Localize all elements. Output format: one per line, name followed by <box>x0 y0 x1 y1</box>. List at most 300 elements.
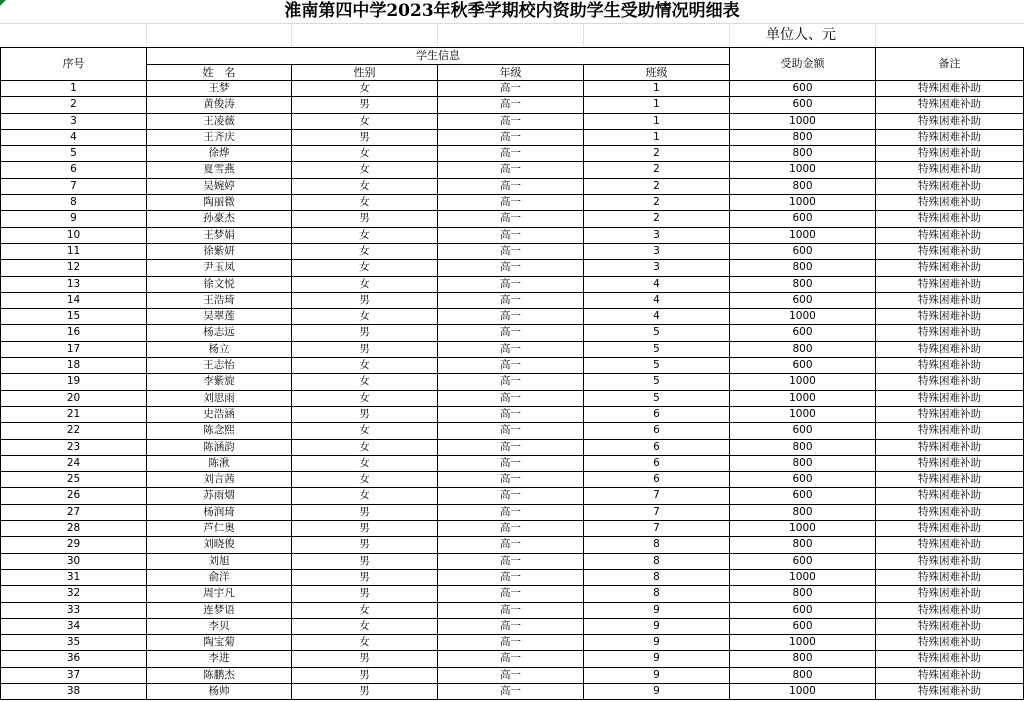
cell-name[interactable]: 王梦娟 <box>147 227 292 243</box>
cell-remark[interactable]: 特殊困难补助 <box>876 146 1024 162</box>
cell-seq[interactable]: 3 <box>1 113 147 129</box>
cell-remark[interactable]: 特殊困难补助 <box>876 635 1024 651</box>
cell-class[interactable]: 2 <box>584 211 730 227</box>
cell-seq[interactable]: 14 <box>1 292 147 308</box>
cell-name[interactable]: 刘言茜 <box>147 472 292 488</box>
cell-class[interactable]: 3 <box>584 243 730 259</box>
cell-name[interactable]: 周宇凡 <box>147 586 292 602</box>
cell-gender[interactable]: 女 <box>292 227 438 243</box>
cell-seq[interactable]: 29 <box>1 537 147 553</box>
cell-amount[interactable]: 800 <box>730 146 876 162</box>
cell-gender[interactable]: 男 <box>292 537 438 553</box>
cell-class[interactable]: 5 <box>584 390 730 406</box>
cell-class[interactable]: 4 <box>584 292 730 308</box>
cell-name[interactable]: 杨润琦 <box>147 504 292 520</box>
cell-gender[interactable]: 女 <box>292 439 438 455</box>
header-student-info[interactable]: 学生信息 <box>147 48 730 65</box>
cell-name[interactable]: 李贝 <box>147 618 292 634</box>
table-row <box>1 553 1024 569</box>
cell-amount[interactable]: 1000 <box>730 113 876 129</box>
cell-class[interactable]: 9 <box>584 602 730 618</box>
cell-class[interactable]: 8 <box>584 553 730 569</box>
cell-seq[interactable]: 27 <box>1 504 147 520</box>
cell-gender[interactable]: 女 <box>292 260 438 276</box>
cell-amount[interactable]: 600 <box>730 81 876 97</box>
cell-remark[interactable]: 特殊困难补助 <box>876 553 1024 569</box>
cell-gender[interactable]: 女 <box>292 635 438 651</box>
cell-gender[interactable]: 女 <box>292 618 438 634</box>
cell-amount[interactable]: 600 <box>730 325 876 341</box>
cell-remark[interactable]: 特殊困难补助 <box>876 227 1024 243</box>
cell-name[interactable]: 陈湫 <box>147 455 292 471</box>
cell-remark[interactable]: 特殊困难补助 <box>876 260 1024 276</box>
cell-name[interactable]: 徐紫妍 <box>147 243 292 259</box>
cell-class[interactable]: 6 <box>584 406 730 422</box>
cell-grade[interactable]: 高一 <box>438 227 584 243</box>
cell-seq[interactable]: 13 <box>1 276 147 292</box>
cell-amount[interactable]: 800 <box>730 667 876 683</box>
cell-seq[interactable]: 19 <box>1 374 147 390</box>
cell-name[interactable]: 刘思雨 <box>147 390 292 406</box>
cell-gender[interactable]: 男 <box>292 292 438 308</box>
table-row <box>1 439 1024 455</box>
cell-remark[interactable]: 特殊困难补助 <box>876 309 1024 325</box>
cell-seq[interactable]: 7 <box>1 178 147 194</box>
cell-grade[interactable]: 高一 <box>438 602 584 618</box>
cell-grade[interactable]: 高一 <box>438 537 584 553</box>
cell-gender[interactable]: 女 <box>292 488 438 504</box>
cell-name[interactable]: 芦仁奥 <box>147 521 292 537</box>
cell-remark[interactable]: 特殊困难补助 <box>876 178 1024 194</box>
table-row <box>1 243 1024 259</box>
cell-name[interactable]: 史浩涵 <box>147 406 292 422</box>
cell-remark[interactable]: 特殊困难补助 <box>876 521 1024 537</box>
unit-label[interactable]: 单位人、元 <box>766 27 836 43</box>
cell-seq[interactable]: 22 <box>1 423 147 439</box>
cell-seq[interactable]: 10 <box>1 227 147 243</box>
cell-grade[interactable]: 高一 <box>438 146 584 162</box>
cell-class[interactable]: 3 <box>584 260 730 276</box>
cell-name[interactable]: 连梦语 <box>147 602 292 618</box>
cell-amount[interactable]: 600 <box>730 243 876 259</box>
cell-seq[interactable]: 4 <box>1 129 147 145</box>
cell-name[interactable]: 孙豪杰 <box>147 211 292 227</box>
cell-grade[interactable]: 高一 <box>438 472 584 488</box>
cell-class[interactable]: 9 <box>584 667 730 683</box>
cell-grade[interactable]: 高一 <box>438 423 584 439</box>
cell-gender[interactable]: 女 <box>292 178 438 194</box>
cell-amount[interactable]: 600 <box>730 292 876 308</box>
cell-amount[interactable]: 600 <box>730 553 876 569</box>
cell-class[interactable]: 4 <box>584 309 730 325</box>
cell-seq[interactable]: 26 <box>1 488 147 504</box>
cell-class[interactable]: 9 <box>584 635 730 651</box>
cell-seq[interactable]: 8 <box>1 195 147 211</box>
cell-amount[interactable]: 800 <box>730 504 876 520</box>
cell-remark[interactable]: 特殊困难补助 <box>876 537 1024 553</box>
cell-seq[interactable]: 35 <box>1 635 147 651</box>
cell-grade[interactable]: 高一 <box>438 406 584 422</box>
cell-amount[interactable]: 800 <box>730 341 876 357</box>
cell-name[interactable]: 李进 <box>147 651 292 667</box>
table-row <box>1 341 1024 357</box>
cell-grade[interactable]: 高一 <box>438 260 584 276</box>
gridline <box>146 24 147 47</box>
cell-gender[interactable]: 男 <box>292 569 438 585</box>
table-row <box>1 195 1024 211</box>
table-row <box>1 178 1024 194</box>
cell-seq[interactable]: 18 <box>1 358 147 374</box>
cell-grade[interactable]: 高一 <box>438 618 584 634</box>
cell-class[interactable]: 9 <box>584 618 730 634</box>
cell-class[interactable]: 2 <box>584 162 730 178</box>
cell-amount[interactable]: 1000 <box>730 195 876 211</box>
cell-seq[interactable]: 25 <box>1 472 147 488</box>
cell-amount[interactable]: 1000 <box>730 390 876 406</box>
cell-remark[interactable]: 特殊困难补助 <box>876 325 1024 341</box>
cell-grade[interactable]: 高一 <box>438 504 584 520</box>
cell-remark[interactable]: 特殊困难补助 <box>876 683 1024 699</box>
cell-class[interactable]: 7 <box>584 521 730 537</box>
cell-name[interactable]: 尹玉凤 <box>147 260 292 276</box>
cell-name[interactable]: 徐文悦 <box>147 276 292 292</box>
cell-amount[interactable]: 600 <box>730 488 876 504</box>
cell-gender[interactable]: 男 <box>292 504 438 520</box>
cell-seq[interactable]: 28 <box>1 521 147 537</box>
header-grade[interactable]: 年级 <box>438 65 584 81</box>
cell-seq[interactable]: 23 <box>1 439 147 455</box>
cell-remark[interactable]: 特殊困难补助 <box>876 439 1024 455</box>
cell-grade[interactable]: 高一 <box>438 390 584 406</box>
cell-name[interactable]: 陶丽微 <box>147 195 292 211</box>
header-remark[interactable]: 备注 <box>876 48 1024 81</box>
table-row <box>1 358 1024 374</box>
table-row <box>1 488 1024 504</box>
cell-seq[interactable]: 24 <box>1 455 147 471</box>
cell-seq[interactable]: 6 <box>1 162 147 178</box>
cell-amount[interactable]: 800 <box>730 651 876 667</box>
cell-grade[interactable]: 高一 <box>438 178 584 194</box>
cell-grade[interactable]: 高一 <box>438 488 584 504</box>
cell-gender[interactable]: 女 <box>292 423 438 439</box>
cell-grade[interactable]: 高一 <box>438 81 584 97</box>
cell-remark[interactable]: 特殊困难补助 <box>876 374 1024 390</box>
cell-gender[interactable]: 男 <box>292 553 438 569</box>
cell-amount[interactable]: 600 <box>730 211 876 227</box>
cell-grade[interactable]: 高一 <box>438 211 584 227</box>
cell-gender[interactable]: 男 <box>292 211 438 227</box>
cell-class[interactable]: 5 <box>584 358 730 374</box>
cell-remark[interactable]: 特殊困难补助 <box>876 569 1024 585</box>
cell-grade[interactable]: 高一 <box>438 439 584 455</box>
cell-remark[interactable]: 特殊困难补助 <box>876 602 1024 618</box>
cell-remark[interactable]: 特殊困难补助 <box>876 651 1024 667</box>
cell-class[interactable]: 9 <box>584 651 730 667</box>
cell-gender[interactable]: 女 <box>292 146 438 162</box>
cell-class[interactable]: 5 <box>584 341 730 357</box>
cell-seq[interactable]: 15 <box>1 309 147 325</box>
header-class[interactable]: 班级 <box>584 65 730 81</box>
cell-amount[interactable]: 1000 <box>730 227 876 243</box>
cell-seq[interactable]: 12 <box>1 260 147 276</box>
cell-gender[interactable]: 男 <box>292 683 438 699</box>
cell-seq[interactable]: 31 <box>1 569 147 585</box>
cell-seq[interactable]: 20 <box>1 390 147 406</box>
table-row <box>1 618 1024 634</box>
cell-seq[interactable]: 37 <box>1 667 147 683</box>
cell-gender[interactable]: 男 <box>292 341 438 357</box>
cell-gender[interactable]: 女 <box>292 309 438 325</box>
cell-class[interactable]: 5 <box>584 374 730 390</box>
cell-name[interactable]: 李紫旋 <box>147 374 292 390</box>
sheet-title[interactable]: 淮南第四中学2023年秋季学期校内资助学生受助情况明细表 <box>0 0 1024 24</box>
cell-amount[interactable]: 800 <box>730 276 876 292</box>
cell-grade[interactable]: 高一 <box>438 292 584 308</box>
cell-class[interactable]: 6 <box>584 423 730 439</box>
cell-remark[interactable]: 特殊困难补助 <box>876 162 1024 178</box>
cell-amount[interactable]: 1000 <box>730 406 876 422</box>
table-row <box>1 129 1024 145</box>
cell-name[interactable]: 黄俊涛 <box>147 97 292 113</box>
cell-remark[interactable]: 特殊困难补助 <box>876 243 1024 259</box>
cell-amount[interactable]: 1000 <box>730 162 876 178</box>
cell-gender[interactable]: 女 <box>292 390 438 406</box>
cell-gender[interactable]: 女 <box>292 455 438 471</box>
cell-gender[interactable]: 男 <box>292 129 438 145</box>
table-row <box>1 211 1024 227</box>
gridline <box>729 24 730 47</box>
cell-amount[interactable]: 800 <box>730 260 876 276</box>
cell-grade[interactable]: 高一 <box>438 341 584 357</box>
cell-name[interactable]: 陶宝菊 <box>147 635 292 651</box>
table-row <box>1 146 1024 162</box>
cell-remark[interactable]: 特殊困难补助 <box>876 97 1024 113</box>
cell-name[interactable]: 王凌薇 <box>147 113 292 129</box>
cell-name[interactable]: 苏雨烟 <box>147 488 292 504</box>
cell-name[interactable]: 王齐庆 <box>147 129 292 145</box>
cell-name[interactable]: 陈涵韵 <box>147 439 292 455</box>
cell-seq[interactable]: 36 <box>1 651 147 667</box>
cell-name[interactable]: 杨帅 <box>147 683 292 699</box>
table-row <box>1 260 1024 276</box>
cell-name[interactable]: 王志怡 <box>147 358 292 374</box>
cell-grade[interactable]: 高一 <box>438 521 584 537</box>
gridline <box>437 24 438 47</box>
cell-remark[interactable]: 特殊困难补助 <box>876 618 1024 634</box>
cell-remark[interactable]: 特殊困难补助 <box>876 667 1024 683</box>
cell-grade[interactable]: 高一 <box>438 195 584 211</box>
cell-grade[interactable]: 高一 <box>438 358 584 374</box>
cell-remark[interactable]: 特殊困难补助 <box>876 211 1024 227</box>
cell-seq[interactable]: 17 <box>1 341 147 357</box>
cell-name[interactable]: 俞洋 <box>147 569 292 585</box>
cell-gender[interactable]: 女 <box>292 162 438 178</box>
cell-class[interactable]: 7 <box>584 504 730 520</box>
cell-gender[interactable]: 男 <box>292 521 438 537</box>
cell-name[interactable]: 吴婉婷 <box>147 178 292 194</box>
cell-amount[interactable]: 800 <box>730 537 876 553</box>
cell-seq[interactable]: 1 <box>1 81 147 97</box>
cell-gender[interactable]: 女 <box>292 602 438 618</box>
header-gender[interactable]: 性别 <box>292 65 438 81</box>
cell-gender[interactable]: 女 <box>292 243 438 259</box>
cell-gender[interactable]: 女 <box>292 195 438 211</box>
cell-remark[interactable]: 特殊困难补助 <box>876 488 1024 504</box>
cell-class[interactable]: 3 <box>584 227 730 243</box>
cell-remark[interactable]: 特殊困难补助 <box>876 455 1024 471</box>
cell-remark[interactable]: 特殊困难补助 <box>876 195 1024 211</box>
cell-class[interactable]: 4 <box>584 276 730 292</box>
cell-seq[interactable]: 34 <box>1 618 147 634</box>
cell-gender[interactable]: 女 <box>292 358 438 374</box>
cell-amount[interactable]: 1000 <box>730 521 876 537</box>
cell-grade[interactable]: 高一 <box>438 374 584 390</box>
cell-amount[interactable]: 600 <box>730 97 876 113</box>
cell-name[interactable]: 杨志远 <box>147 325 292 341</box>
cell-remark[interactable]: 特殊困难补助 <box>876 423 1024 439</box>
cell-class[interactable]: 7 <box>584 488 730 504</box>
cell-remark[interactable]: 特殊困难补助 <box>876 390 1024 406</box>
cell-seq[interactable]: 33 <box>1 602 147 618</box>
table-row <box>1 667 1024 683</box>
cell-amount[interactable]: 600 <box>730 423 876 439</box>
cell-grade[interactable]: 高一 <box>438 129 584 145</box>
cell-gender[interactable]: 男 <box>292 586 438 602</box>
header-amount[interactable]: 受助金额 <box>730 48 876 81</box>
header-seq[interactable]: 序号 <box>1 48 147 81</box>
cell-gender[interactable]: 男 <box>292 667 438 683</box>
cell-remark[interactable]: 特殊困难补助 <box>876 504 1024 520</box>
cell-grade[interactable]: 高一 <box>438 569 584 585</box>
cell-amount[interactable]: 800 <box>730 455 876 471</box>
cell-name[interactable]: 刘晓俊 <box>147 537 292 553</box>
cell-class[interactable]: 8 <box>584 537 730 553</box>
cell-grade[interactable]: 高一 <box>438 667 584 683</box>
cell-remark[interactable]: 特殊困难补助 <box>876 358 1024 374</box>
cell-name[interactable]: 杨立 <box>147 341 292 357</box>
cell-grade[interactable]: 高一 <box>438 113 584 129</box>
cell-grade[interactable]: 高一 <box>438 553 584 569</box>
table-row <box>1 635 1024 651</box>
cell-grade[interactable]: 高一 <box>438 586 584 602</box>
table-row <box>1 309 1024 325</box>
cell-class[interactable]: 5 <box>584 325 730 341</box>
cell-seq[interactable]: 38 <box>1 683 147 699</box>
cell-grade[interactable]: 高一 <box>438 162 584 178</box>
cell-class[interactable]: 1 <box>584 113 730 129</box>
cell-name[interactable]: 陈念熙 <box>147 423 292 439</box>
cell-remark[interactable]: 特殊困难补助 <box>876 276 1024 292</box>
table-row <box>1 390 1024 406</box>
cell-amount[interactable]: 1000 <box>730 309 876 325</box>
cell-grade[interactable]: 高一 <box>438 325 584 341</box>
cell-name[interactable]: 王浩琦 <box>147 292 292 308</box>
cell-grade[interactable]: 高一 <box>438 309 584 325</box>
header-name[interactable]: 姓 名 <box>147 65 292 81</box>
cell-remark[interactable]: 特殊困难补助 <box>876 472 1024 488</box>
cell-gender[interactable]: 女 <box>292 374 438 390</box>
cell-class[interactable]: 1 <box>584 97 730 113</box>
cell-amount[interactable]: 600 <box>730 358 876 374</box>
cell-gender[interactable]: 女 <box>292 276 438 292</box>
cell-class[interactable]: 2 <box>584 146 730 162</box>
cell-amount[interactable]: 1000 <box>730 569 876 585</box>
table-row <box>1 406 1024 422</box>
cell-seq[interactable]: 2 <box>1 97 147 113</box>
cell-remark[interactable]: 特殊困难补助 <box>876 292 1024 308</box>
cell-class[interactable]: 1 <box>584 81 730 97</box>
cell-seq[interactable]: 9 <box>1 211 147 227</box>
cell-remark[interactable]: 特殊困难补助 <box>876 113 1024 129</box>
cell-gender[interactable]: 女 <box>292 81 438 97</box>
cell-grade[interactable]: 高一 <box>438 683 584 699</box>
cell-grade[interactable]: 高一 <box>438 243 584 259</box>
cell-grade[interactable]: 高一 <box>438 651 584 667</box>
cell-gender[interactable]: 男 <box>292 325 438 341</box>
cell-seq[interactable]: 32 <box>1 586 147 602</box>
table-row <box>1 651 1024 667</box>
cell-seq[interactable]: 11 <box>1 243 147 259</box>
cell-seq[interactable]: 21 <box>1 406 147 422</box>
cell-gender[interactable]: 男 <box>292 406 438 422</box>
cell-remark[interactable]: 特殊困难补助 <box>876 81 1024 97</box>
cell-amount[interactable]: 800 <box>730 439 876 455</box>
cell-class[interactable]: 6 <box>584 472 730 488</box>
cell-class[interactable]: 6 <box>584 439 730 455</box>
cell-class[interactable]: 8 <box>584 586 730 602</box>
cell-class[interactable]: 2 <box>584 195 730 211</box>
cell-remark[interactable]: 特殊困难补助 <box>876 129 1024 145</box>
cell-name[interactable]: 刘旭 <box>147 553 292 569</box>
cell-amount[interactable]: 600 <box>730 602 876 618</box>
cell-class[interactable]: 1 <box>584 129 730 145</box>
cell-remark[interactable]: 特殊困难补助 <box>876 586 1024 602</box>
cell-seq[interactable]: 30 <box>1 553 147 569</box>
cell-grade[interactable]: 高一 <box>438 635 584 651</box>
cell-class[interactable]: 6 <box>584 455 730 471</box>
cell-amount[interactable]: 800 <box>730 129 876 145</box>
cell-amount[interactable]: 600 <box>730 472 876 488</box>
cell-grade[interactable]: 高一 <box>438 455 584 471</box>
cell-amount[interactable]: 1000 <box>730 683 876 699</box>
cell-amount[interactable]: 1000 <box>730 635 876 651</box>
cell-seq[interactable]: 5 <box>1 146 147 162</box>
table-row <box>1 374 1024 390</box>
cell-name[interactable]: 吴翠莲 <box>147 309 292 325</box>
table-row <box>1 683 1024 699</box>
cell-gender[interactable]: 女 <box>292 472 438 488</box>
cell-grade[interactable]: 高一 <box>438 276 584 292</box>
cell-gender[interactable]: 女 <box>292 113 438 129</box>
cell-amount[interactable]: 1000 <box>730 374 876 390</box>
cell-name[interactable]: 徐烨 <box>147 146 292 162</box>
cell-remark[interactable]: 特殊困难补助 <box>876 406 1024 422</box>
cell-class[interactable]: 9 <box>584 683 730 699</box>
cell-name[interactable]: 陈鹏杰 <box>147 667 292 683</box>
cell-class[interactable]: 2 <box>584 178 730 194</box>
cell-gender[interactable]: 男 <box>292 651 438 667</box>
cell-grade[interactable]: 高一 <box>438 97 584 113</box>
cell-seq[interactable]: 16 <box>1 325 147 341</box>
cell-gender[interactable]: 男 <box>292 97 438 113</box>
cell-remark[interactable]: 特殊困难补助 <box>876 341 1024 357</box>
cell-name[interactable]: 王梦 <box>147 81 292 97</box>
cell-amount[interactable]: 800 <box>730 178 876 194</box>
cell-amount[interactable]: 800 <box>730 586 876 602</box>
cell-amount[interactable]: 600 <box>730 618 876 634</box>
cell-name[interactable]: 夏雪燕 <box>147 162 292 178</box>
cell-class[interactable]: 8 <box>584 569 730 585</box>
